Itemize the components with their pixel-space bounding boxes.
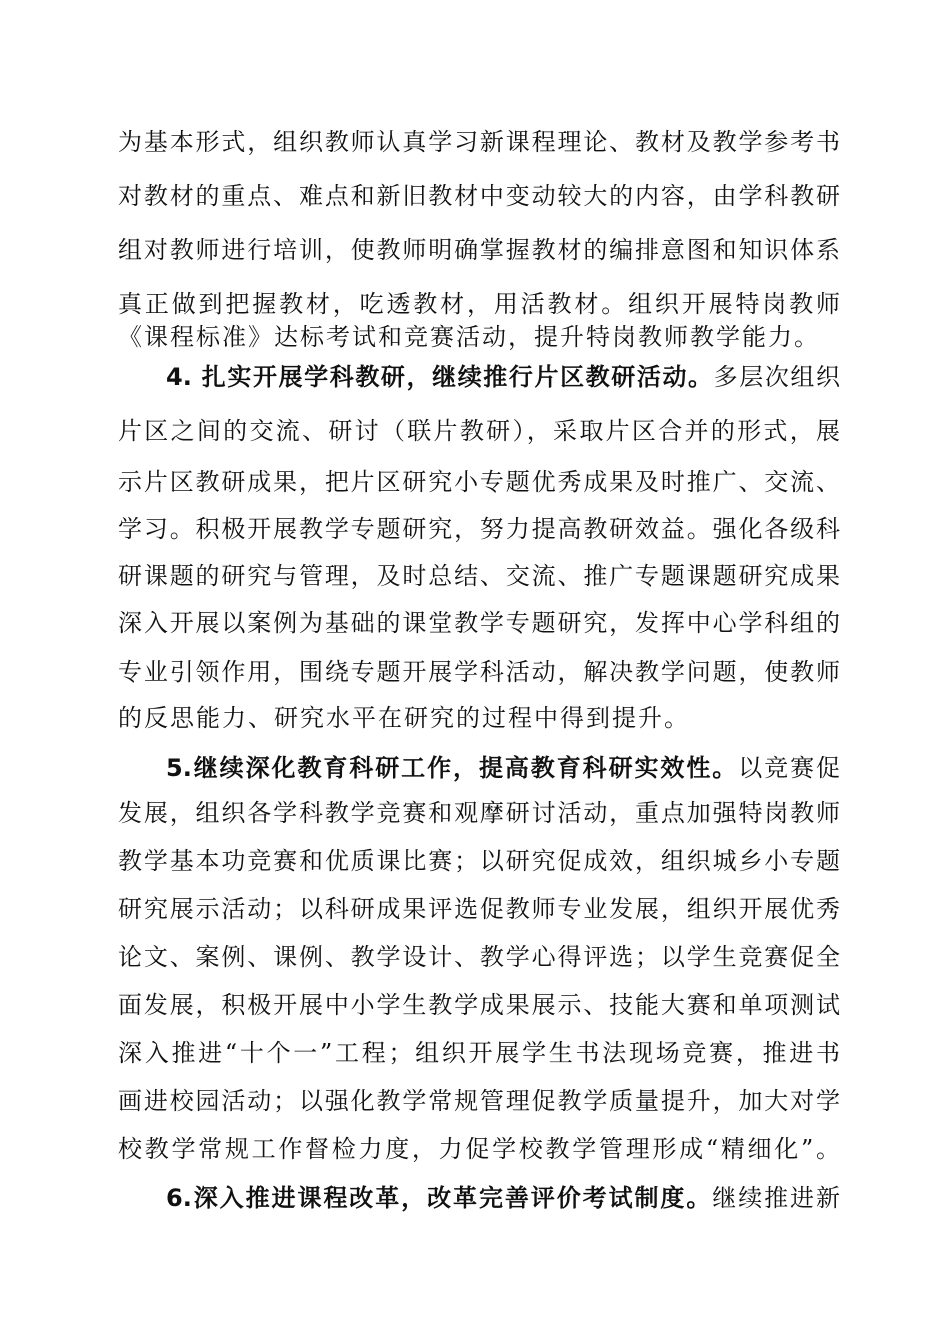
paragraph-line: 片区之间的交流、研讨（联片教研），采取片区合并的形式，展: [118, 417, 840, 445]
section-5-text: 以竞赛促: [738, 754, 840, 782]
paragraph-line: 示片区教研成果，把片区研究小专题优秀成果及时推广、交流、: [118, 468, 840, 496]
paragraph-line: 真正做到把握教材，吃透教材，用活教材。组织开展特岗教师: [118, 290, 840, 318]
paragraph-line: 对教材的重点、难点和新旧教材中变动较大的内容，由学科教研: [118, 182, 840, 210]
paragraph-line: 的反思能力、研究水平在研究的过程中得到提升。: [118, 704, 690, 732]
section-6-line: [166, 1178, 840, 1218]
paragraph-line: 深入推进“十个一”工程；组织开展学生书法现场竞赛，推进书: [118, 1039, 840, 1067]
paragraph-line: 论文、案例、课例、教学设计、教学心得评选；以学生竞赛促全: [118, 943, 840, 971]
paragraph-line: 学习。积极开展教学专题研究，努力提高教研效益。强化各级科: [118, 515, 840, 543]
paragraph-line: 专业引领作用，围绕专题开展学科活动，解决教学问题，使教师: [118, 658, 840, 686]
paragraph-line: 组对教师进行培训，使教师明确掌握教材的编排意图和知识体系: [118, 236, 840, 264]
section-4-text: 多层次组织: [713, 363, 841, 391]
paragraph-line: 校教学常规工作督检力度，力促学校教学管理形成“精细化”。: [118, 1135, 840, 1163]
section-4-line: [166, 357, 840, 397]
paragraph-line: 发展，组织各学科教学竞赛和观摩研讨活动，重点加强特岗教师: [118, 799, 840, 827]
section-6-text: 继续推进新: [712, 1184, 840, 1212]
section-4-heading: 4. 扎实开展学科教研，继续推行片区教研活动。: [166, 363, 714, 391]
section-5-heading: 5.继续深化教育科研工作，提高教育科研实效性。: [166, 754, 739, 782]
paragraph-line: 面发展，积极开展中小学生教学成果展示、技能大赛和单项测试: [118, 991, 840, 1019]
paragraph-line: 教学基本功竞赛和优质课比赛；以研究促成效，组织城乡小专题: [118, 847, 840, 875]
paragraph-line: 画进校园活动；以强化教学常规管理促教学质量提升，加大对学: [118, 1087, 840, 1115]
section-6-heading: 6.深入推进课程改革，改革完善评价考试制度。: [166, 1184, 713, 1212]
paragraph-line: 研究展示活动；以科研成果评选促教师专业发展，组织开展优秀: [118, 895, 840, 923]
paragraph-line: 《课程标准》达标考试和竞赛活动，提升特岗教师教学能力。: [118, 323, 820, 351]
paragraph-line: 深入开展以案例为基础的课堂教学专题研究，发挥中心学科组的: [118, 609, 840, 637]
paragraph-line: 研课题的研究与管理，及时总结、交流、推广专题课题研究成果: [118, 562, 840, 590]
paragraph-line: 为基本形式，组织教师认真学习新课程理论、教材及教学参考书: [118, 128, 840, 156]
section-5-line: [166, 748, 840, 788]
